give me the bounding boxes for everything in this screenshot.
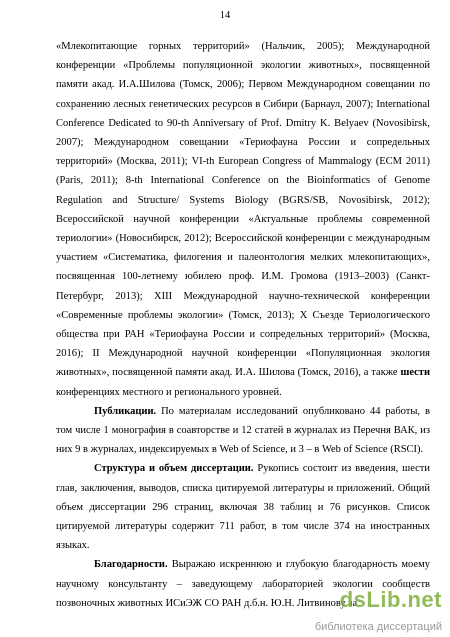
paragraph-structure bbox=[56, 459, 430, 555]
paragraph-conferences-end: конференциях местного и регионального уровней. bbox=[56, 386, 282, 398]
document-body bbox=[56, 37, 430, 613]
paragraph-conferences-text: «Млекопитающие горных территорий» (Нальчик, 2005); Международной конференции «Проблемы популяционной экологии животных», посвященной памяти акад. И.А.Шилова (Томск, 2006); Первом Международном совещании по сохранению лесных генетических ресурсов в Сибири (Барнаул, 2007); International Conference Dedicated to 90-th Anniversary of Prof. Dmitry K. Belyaev (Novosibirsk, 2007); Международном совещании «Териофауна России и сопредельных территорий» (Москва, 2011); VI-th European Congress of Mammalogy (ECM 2011) (Paris, 2011); 8-th International Conference on the Bioinformatics of Genome Regulation and Structure/ Systems Biology (BGRS/SB, Novosibirsk, 2012); Всероссийской научной конференции «Актуальные проблемы современной териологии» (Новосибирск, 2012); Всероссийской конференции с международным участием «Систематика, филогения и палеонтология мелких млекопитающих», посвященная 100-летнему юбилею проф. И.М. Громова (1913–2003) (Санкт-Петербург, 2013); XIII Международной научно-технической конференции «Современные проблемы экологии» (Томск, 2013); X Съезде Териологического общества при РАН «Териофауна России и сопредельных территорий» (Москва, 2016); II Международной научной конференции «Популяционная экология животных», посвященной памяти акад. И.А. Шилова (Томск, 2016), а также bbox=[56, 41, 430, 379]
paragraph-publications bbox=[56, 402, 430, 460]
watermark-logo[interactable] bbox=[312, 587, 442, 633]
acknowledgements-text: Выражаю искреннюю и глубокую благодарность моему научному консультанту – заведующему лабораторией экологии сообществ позвоночных животных ИСиЭЖ СО РАН д.б.н. Ю.Н. Литвинову за bbox=[56, 559, 430, 609]
paragraph-conferences-bold: шести bbox=[400, 367, 430, 379]
structure-heading: Структура и объем диссертации. bbox=[94, 463, 254, 475]
acknowledgements-heading: Благодарности. bbox=[94, 559, 168, 571]
structure-text: Рукопись состоит из введения, шести глав, заключения, выводов, списка цитируемой литературы и приложений. Общий объем диссертации 296 страниц, включая 38 таблиц и 76 рисунков. Список цитируемой литературы содержит 711 работ, в том числе 374 на иностранных языках. bbox=[56, 463, 430, 552]
publications-heading: Публикации. bbox=[94, 405, 157, 417]
watermark-caption: библиотека диссертаций bbox=[314, 621, 442, 633]
paragraph-conferences bbox=[56, 37, 430, 402]
publications-text: По материалам исследований опубликовано 44 работы, в том числе 1 монография в соавторстве и 12 статей в журналах из Перечня ВАК, из них 9 в журналах, индексируемых в Web of Science, и 3 – в Web of Science (RSCI). bbox=[56, 405, 430, 456]
watermark-site[interactable]: dsLib.net bbox=[339, 587, 442, 612]
page-number: 14 bbox=[219, 10, 231, 21]
